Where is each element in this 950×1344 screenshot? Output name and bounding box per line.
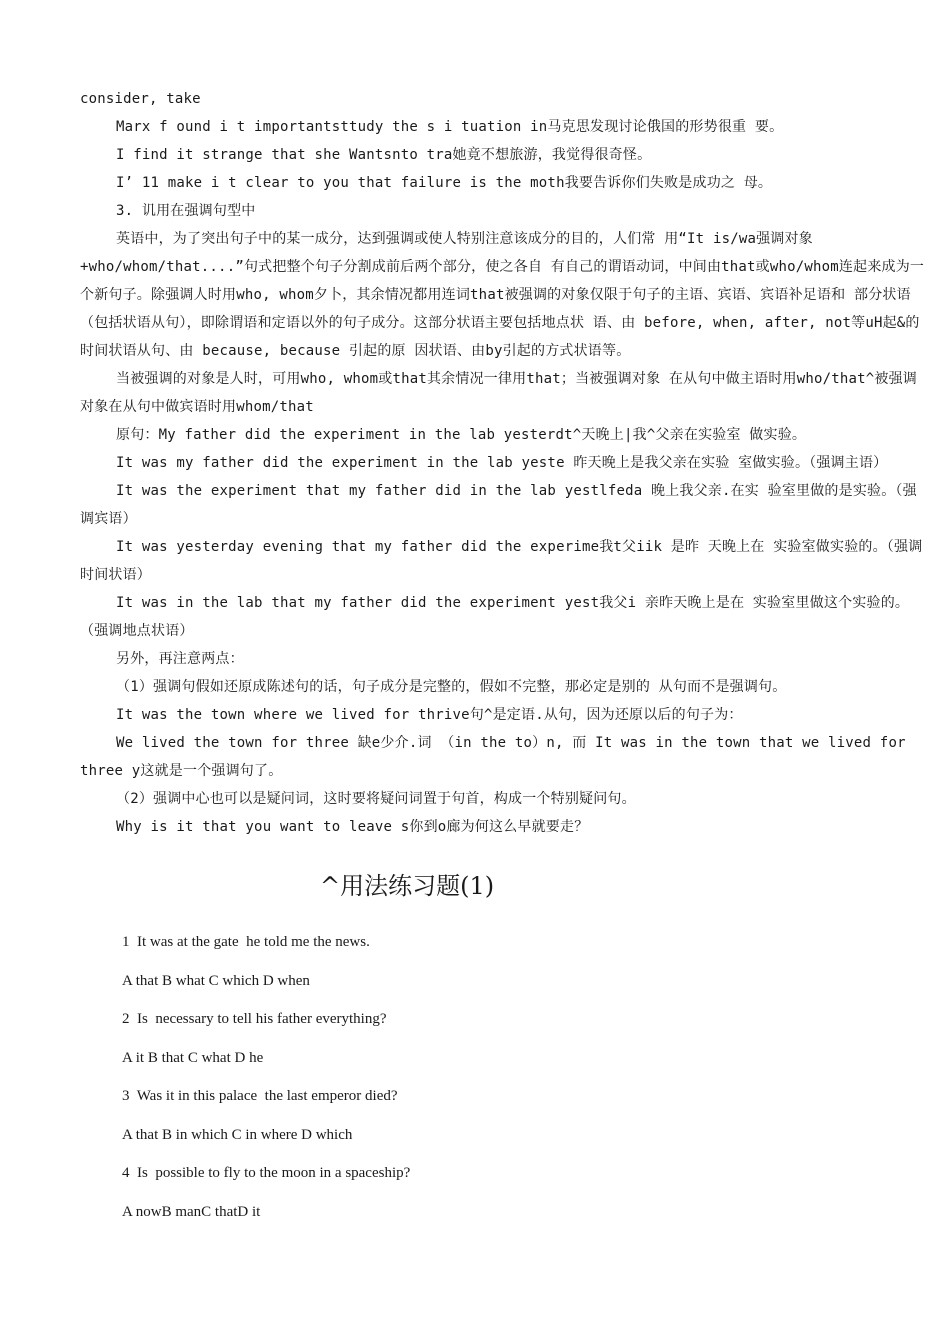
exercise-question: 3 Was it in this palace the last emperor died?: [122, 1088, 398, 1104]
paragraph: It was the experiment that my father did in the lab yestlfeda 晚上我父亲.在实 验室里做的是实验。（强调宾语）: [80, 483, 917, 527]
paragraph: It was yesterday evening that my father did the experime我t父iik 是昨 天晚上在 实验室做实验的。（强调时间状语）: [80, 539, 923, 583]
paragraph: Why is it that you want to leave s你到o廊为何这么早就要走？: [116, 819, 589, 835]
paragraph: （2）强调中心也可以是疑问词，这时要将疑问词置于句首，构成一个特别疑问句。: [116, 791, 636, 807]
section-heading: 3. 讥用在强调句型中: [116, 203, 256, 219]
paragraph: It was my father did the experiment in the lab yeste 昨天晚上是我父亲在实验 室做实验。（强调主语）: [116, 455, 888, 471]
exercise-options: A that B what C which D when: [122, 972, 310, 989]
paragraph: （1）强调句假如还原成陈述句的话，句子成分是完整的，假如不完整，那必定是别的 从句而不是强调句。: [116, 679, 787, 695]
paragraph: consider, take: [80, 91, 201, 107]
body-text: [80, 85, 925, 841]
paragraph: 另外，再注意两点：: [116, 651, 244, 667]
paragraph: 英语中，为了突出句子中的某一成分，达到强调或使人特别注意该成分的目的，人们常 用“It is/wa强调对象+who/whom/that....”句式把整个句子分割成前后两个部分，使之各自 有自己的谓语动词，中间由that或who/whom连起来成为一个新句子。除强调人时用who, whom夕卜，其余情况都用连词that被强调的对象仅限于句子的主语、宾语、宾语补足语和 部分状语（包括状语从句），即除谓语和定语以外的句子成分。这部分状语主要包括地点状 语、由 before, when, after, not等uH起&的时间状语从句、由 because, because 引起的原 因状语、由by引起的方式状语等。: [80, 231, 925, 359]
paragraph: I’ 11 make i t clear to you that failure is the moth我要告诉你们失败是成功之 母。: [116, 175, 773, 191]
paragraph: It was in the lab that my father did the experiment yest我父i 亲昨天晚上是在 实验室里做这个实验的。（强调地点状语）: [80, 595, 910, 639]
exercise-options: A it B that C what D he: [122, 1049, 264, 1066]
paragraph: 当被强调的对象是人时，可用who, whom或that其余情况一律用that；当被强调对象 在从句中做主语时用who/that^被强调对象在从句中做宾语时用whom/that: [80, 371, 917, 415]
paragraph: I find it strange that she Wantsnto tra她竟不想旅游，我觉得很奇怪。: [116, 147, 652, 163]
exercise-question: 1 It was at the gate he told me the news.: [122, 934, 370, 950]
exercise-options: A that B in which C in where D which: [122, 1126, 353, 1143]
paragraph: It was the town where we lived for thrive句^是定语.从句，因为还原以后的句子为：: [116, 707, 743, 723]
paragraph: Marx f ound i t importantsttudy the s i tuation in马克思发现讨论俄国的形势很重 要。: [116, 119, 784, 135]
paragraph: We lived the town for three 缺e少介.词 （in the to）n, 而 It was in the town that we lived for three y这就是一个强调句了。: [80, 735, 906, 779]
paragraph: 原句：My father did the experiment in the lab yesterdt^天晚上|我^父亲在实验室 做实验。: [116, 427, 807, 443]
exercise-question: 2 Is necessary to tell his father everything?: [122, 1011, 387, 1027]
exercise-question: 4 Is possible to fly to the moon in a spaceship?: [122, 1165, 411, 1181]
exercise-heading: ^用法练习题(1): [320, 872, 495, 900]
exercise-list: [122, 928, 902, 1236]
exercise-options: A nowB manC thatD it: [122, 1203, 261, 1220]
